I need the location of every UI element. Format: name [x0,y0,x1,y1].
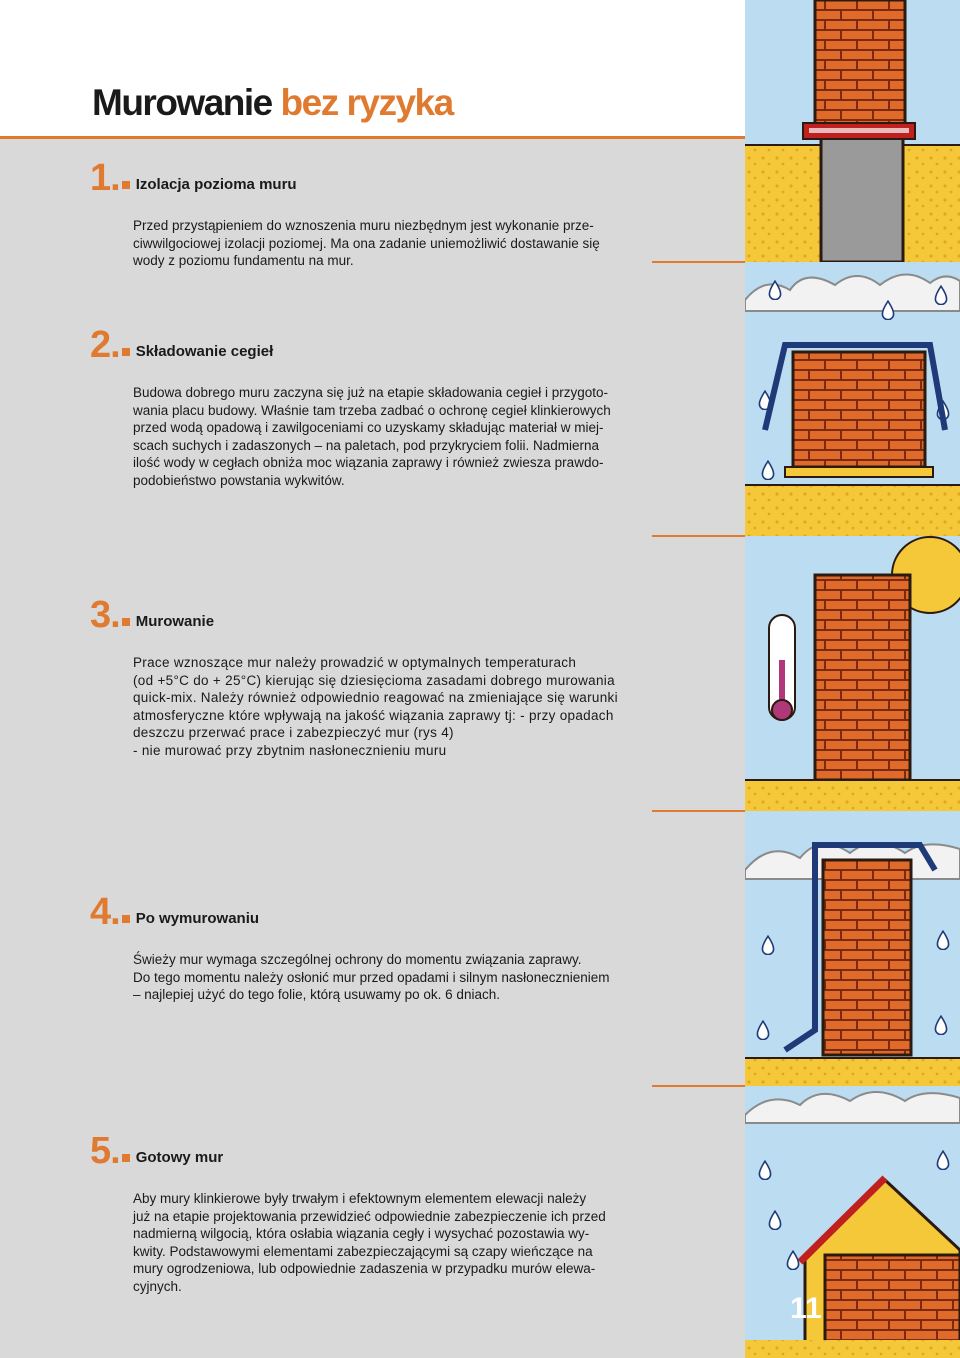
section-heading [90,1130,650,1170]
page-number: 11 [790,1292,822,1325]
section-divider [652,535,745,537]
section-heading [90,157,650,197]
section-body: Przed przystąpieniem do wznoszenia muru niezbędnym jest wykonanie prze- ciwwilgociowej izolacji poziomej. Ma ona zadanie uniemożliwić dostawanie się wody z poziomu fundamentu na mur. [133,218,600,269]
section-number: 2. [90,324,120,366]
section-heading [90,324,650,364]
section-body: Świeży mur wymaga szczególnej ochrony do momentu związania zaprawy. Do tego momentu należy osłonić mur przed opadami i silnym nasłonecznieniem – najlepiej użyć do tego folie, którą usuwamy po ok. 6 dniach. [133,952,610,1003]
panel-1-horizontal-insulation [745,0,960,262]
panel-3-temperature [745,536,960,811]
section-number: 4. [90,891,120,933]
section-title: Izolacja pozioma muru [135,176,297,193]
section-heading [90,891,650,931]
section-number: 5. [90,1130,120,1172]
section-title: Gotowy mur [135,1149,224,1166]
section-title: Po wymurowaniu [135,910,260,927]
section-body: Prace wznoszące mur należy prowadzić w optymalnych temperaturach (od +5°C do + 25°C) kierując się dziesięcioma zasadami dobrego murowania quick-mix. Należy również odpowiednio reagować na zmieniające się warunki atmosferyczne które wpływają na jakość wiązania zaprawy tj: - przy opadach deszczu przerwać prace i zabezpieczyć mur (rys 4) - nie murować przy zbytnim nasłonecznieniu muru [133,655,618,758]
section-5 [90,1130,650,1296]
panel-2-brick-storage [745,262,960,536]
illustration-column [745,0,960,1358]
page-title [92,82,453,124]
section-3 [90,594,650,760]
bullet-square [122,915,130,923]
bullet-square [122,181,130,189]
title-accent: bez ryzyka [280,82,453,123]
section-2 [90,324,650,490]
title-main: Murowanie [92,82,272,123]
panel-5-finished-wall [745,1086,960,1358]
bullet-square [122,618,130,626]
section-1 [90,157,650,270]
section-body: Aby mury klinkierowe były trwałym i efektownym elementem elewacji należy już na etapie projektowania przewidzieć odpowiednie zabezpieczenie ich przed nadmierną wilgocią, która osłabia wiązania cegły i wysychać pozostawia wy- kwity. Podstawowymi elementami zabezpieczającymi są czapy wieńczące na mury ogrodzeniowa, lub odpowiednie zadaszenia w przypadku murów elewa- cyjnych. [133,1191,606,1294]
title-divider [0,136,745,139]
section-divider [652,810,745,812]
bullet-square [122,348,130,356]
bullet-square [122,1154,130,1162]
section-number: 1. [90,157,120,199]
panel-4-wall-covered [745,811,960,1086]
section-number: 3. [90,594,120,636]
section-divider [652,1085,745,1087]
section-title: Składowanie cegieł [135,343,274,360]
section-title: Murowanie [135,613,215,630]
section-body: Budowa dobrego muru zaczyna się już na etapie składowania cegieł i przygoto- wania placu budowy. Właśnie tam trzeba zadbać o ochronę cegieł klinkierowych przed wodą opadową i zawilgoceniami co uzyskamy składując materiał w miej- scach suchych i zadaszonych – na paletach, pod przykryciem folii. Nadmierna ilość wody w cegłach obniża moc wiązania zaprawy i również zwiesza prawdo- podobieństwo powstania wykwitów. [133,385,611,488]
section-divider [652,261,745,263]
section-4 [90,891,650,1004]
section-heading [90,594,650,634]
